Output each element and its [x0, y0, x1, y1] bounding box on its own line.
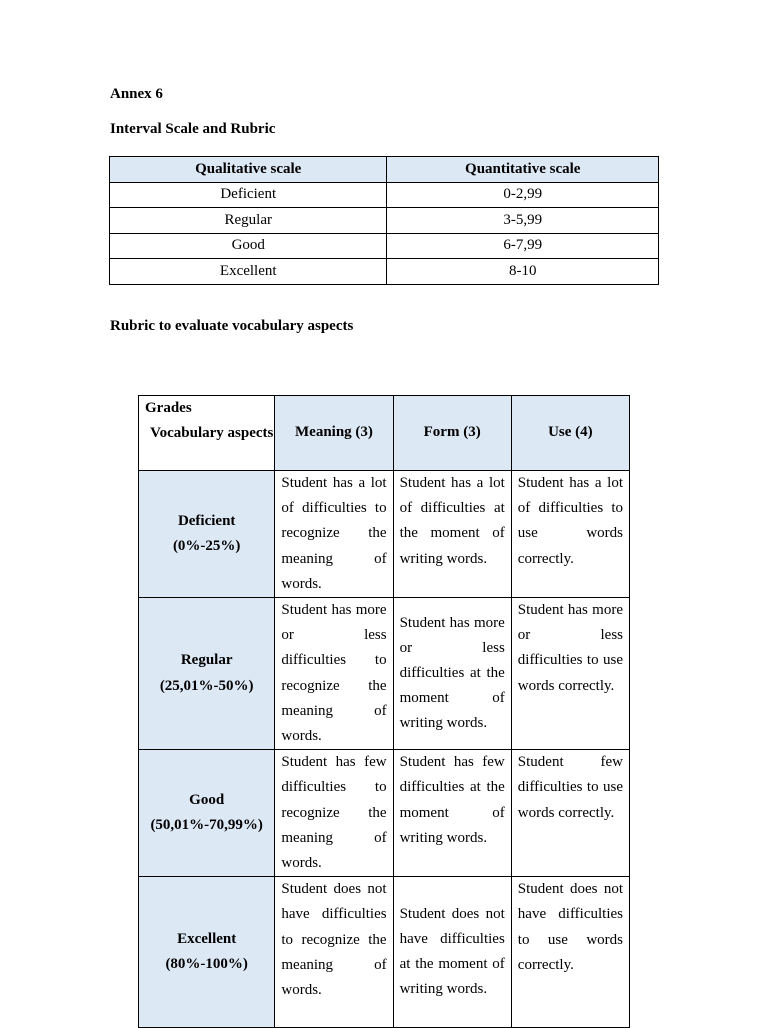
annex-title: Annex 6 [110, 86, 163, 102]
qualitative-cell: Excellent [110, 259, 387, 285]
grade-range: (25,01%-50%) [159, 677, 254, 694]
grades-label: Grades [145, 400, 192, 416]
table-row [110, 259, 659, 285]
grade-cell [139, 750, 275, 877]
grade-cell [139, 877, 275, 1028]
use-cell: Student does not have difficulties to use words correctly. [511, 877, 629, 1028]
quantitative-cell: 8-10 [387, 259, 659, 285]
vocabulary-rubric-table [138, 395, 630, 1028]
rubric-title: Rubric to evaluate vocabulary aspects [110, 318, 354, 334]
use-cell: Student has more or less difficulties to use words correctly. [511, 598, 629, 750]
interval-scale-table [109, 156, 659, 285]
quantitative-cell: 0-2,99 [387, 182, 659, 208]
form-cell: Student has more or less difficulties at the moment of writing words. [393, 598, 511, 750]
table-row [110, 208, 659, 234]
form-cell: Student has few difficulties at the moment of writing words. [393, 750, 511, 877]
rubric-header-row [139, 396, 630, 471]
table-row [110, 182, 659, 208]
column-header-quantitative: Quantitative scale [387, 157, 659, 183]
grade-range: (0%-25%) [172, 538, 241, 554]
meaning-cell: Student has a lot of difficulties to recognize the meaning of words. [275, 471, 393, 598]
grade-range: (50,01%-70,99%) [150, 817, 263, 834]
qualitative-cell: Deficient [110, 182, 387, 208]
rubric-row-deficient [139, 471, 630, 598]
rubric-row-excellent [139, 877, 630, 1028]
grade-range: (80%-100%) [165, 956, 248, 973]
form-cell: Student does not have difficulties at the moment of writing words. [393, 877, 511, 1028]
column-header-form: Form (3) [393, 396, 511, 471]
column-header-use: Use (4) [511, 396, 629, 471]
quantitative-cell: 3-5,99 [387, 208, 659, 234]
quantitative-cell: 6-7,99 [387, 233, 659, 259]
table-header-row [110, 157, 659, 183]
section-title: Interval Scale and Rubric [110, 121, 276, 137]
grade-cell [139, 598, 275, 750]
meaning-cell: Student does not have difficulties to recognize the meaning of words. [275, 877, 393, 1028]
meaning-cell: Student has few difficulties to recognize the meaning of words. [275, 750, 393, 877]
corner-header [139, 396, 275, 471]
grade-label: Good [189, 792, 225, 809]
table-row [110, 233, 659, 259]
use-cell: Student few difficulties to use words correctly. [511, 750, 629, 877]
grade-label: Excellent [177, 931, 237, 948]
vocabulary-aspects-label: Vocabulary aspects [150, 425, 274, 442]
column-header-qualitative: Qualitative scale [110, 157, 387, 183]
use-cell: Student has a lot of difficulties to use words correctly. [511, 471, 629, 598]
rubric-row-regular [139, 598, 630, 750]
form-cell: Student has a lot of difficulties at the moment of writing words. [393, 471, 511, 598]
meaning-cell: Student has more or less difficulties to recognize the meaning of words. [275, 598, 393, 750]
qualitative-cell: Regular [110, 208, 387, 234]
rubric-row-good [139, 750, 630, 877]
qualitative-cell: Good [110, 233, 387, 259]
grade-cell [139, 471, 275, 598]
column-header-meaning: Meaning (3) [275, 396, 393, 471]
grade-label: Deficient [177, 512, 236, 529]
grade-label: Regular [180, 652, 233, 669]
